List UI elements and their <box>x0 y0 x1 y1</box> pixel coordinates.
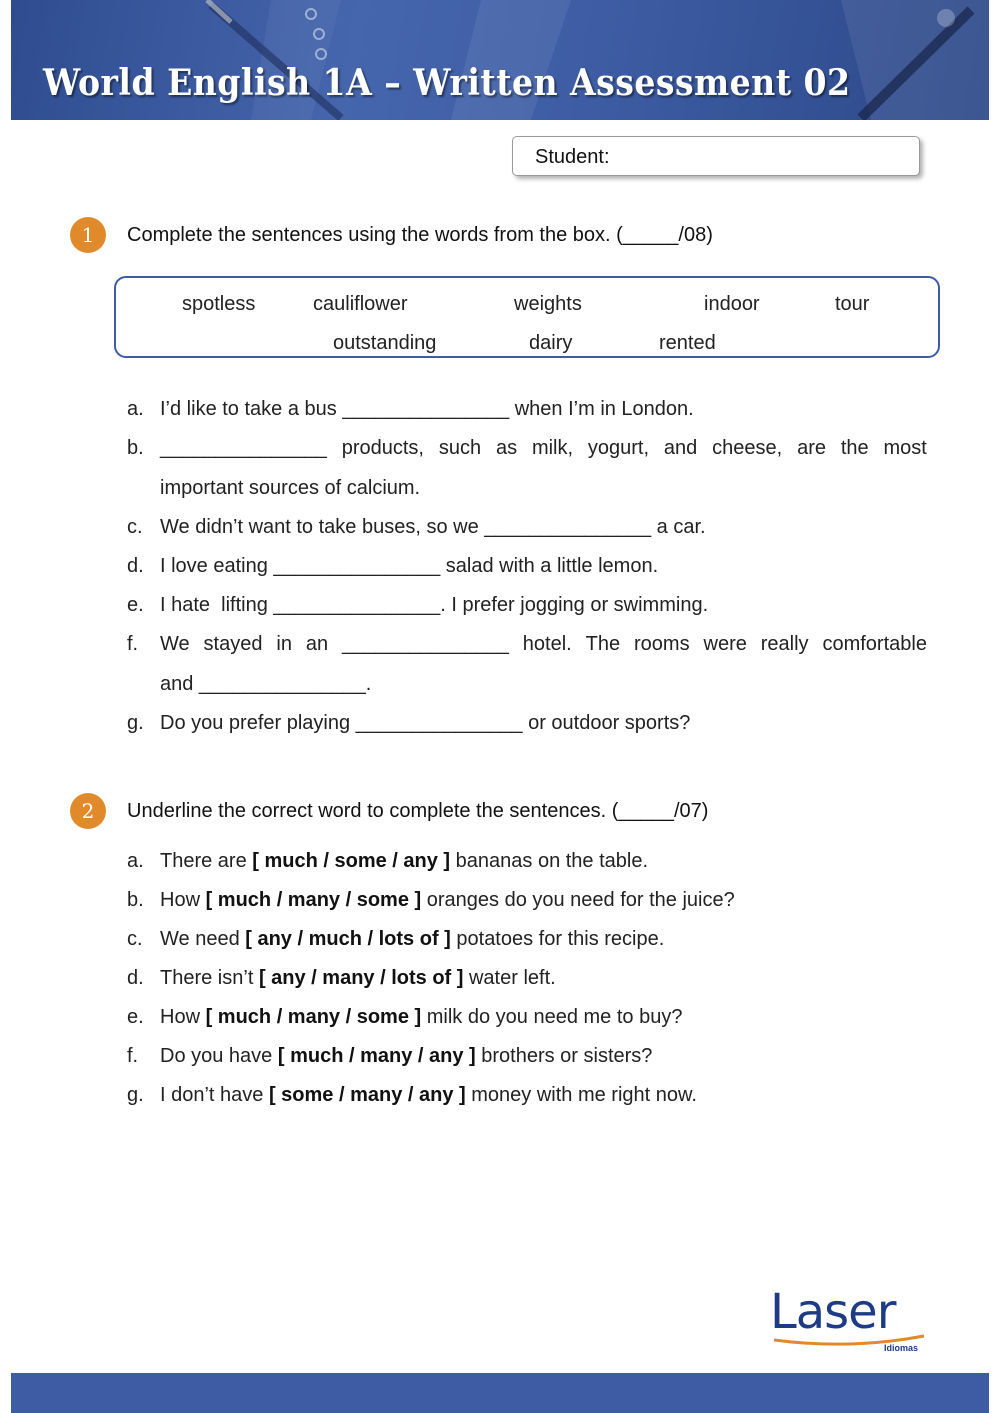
item-word: products, <box>341 437 424 459</box>
item-text: I hate lifting _______________. I prefer jogging or swimming. <box>160 594 709 616</box>
section-2-instruction: Underline the correct word to complete the sentences. (_____/07) <box>127 800 709 822</box>
word-options[interactable]: [ some / many / any ] <box>268 1084 466 1106</box>
item-text: important sources of calcium. <box>160 477 421 499</box>
item-pre: There are <box>160 850 253 872</box>
item-post: potatoes for this recipe. <box>450 928 665 950</box>
item-text <box>160 1006 682 1029</box>
item-letter: g. <box>127 1084 144 1106</box>
item-letter: b. <box>127 889 144 911</box>
item-word: and <box>663 437 698 459</box>
word-options[interactable]: [ much / many / some ] <box>205 1006 422 1028</box>
item-word: most <box>883 437 927 459</box>
word-options[interactable]: [ much / many / some ] <box>205 889 422 911</box>
item-text <box>160 1084 697 1107</box>
item-post: bananas on the table. <box>450 850 649 872</box>
word-bank-word: dairy <box>529 332 573 354</box>
item-pre: I don’t have <box>160 1084 269 1106</box>
word-bank-word: weights <box>514 293 582 315</box>
item-post: brothers or sisters? <box>475 1045 653 1067</box>
word-bank-word: outstanding <box>333 332 437 354</box>
item-text <box>160 928 664 951</box>
student-name-field[interactable] <box>512 136 920 176</box>
word-options[interactable]: [ much / many / any ] <box>277 1045 476 1067</box>
item-letter: e. <box>127 1006 144 1028</box>
item-word: really <box>760 633 809 655</box>
word-bank-word: tour <box>835 293 870 315</box>
item-letter: b. <box>127 437 144 459</box>
item-text <box>160 967 556 990</box>
footer-bar <box>11 1373 989 1413</box>
item-post: water left. <box>463 967 556 989</box>
item-text: I’d like to take a bus _______________ when I’m in London. <box>160 398 694 420</box>
student-label: Student: <box>535 146 610 168</box>
word-options[interactable]: [ any / many / lots of ] <box>258 967 464 989</box>
item-word: We <box>160 633 190 655</box>
laser-logo <box>770 1284 930 1354</box>
item-word: stayed <box>203 633 263 655</box>
item-text <box>160 1045 652 1068</box>
item-letter: c. <box>127 516 143 538</box>
header-banner <box>11 0 989 120</box>
item-pre: We need <box>160 928 246 950</box>
item-post: milk do you need me to buy? <box>421 1006 683 1028</box>
section-1-number-badge: 1 <box>70 217 106 253</box>
item-text: We didn’t want to take buses, so we _______________ a car. <box>160 516 706 538</box>
word-bank-box <box>114 276 940 358</box>
item-word: an <box>305 633 329 655</box>
item-word: _______________ <box>342 633 509 655</box>
item-text <box>160 850 648 873</box>
word-options[interactable]: [ any / much / lots of ] <box>245 928 451 950</box>
item-word: yogurt, <box>587 437 650 459</box>
word-bank-word: cauliflower <box>313 293 408 315</box>
word-bank-word: rented <box>659 332 716 354</box>
item-word: such <box>438 437 482 459</box>
item-word: cheese, <box>712 437 783 459</box>
item-letter: g. <box>127 712 144 734</box>
item-letter: f. <box>127 633 139 655</box>
item-letter: a. <box>127 850 144 872</box>
item-word: hotel. <box>522 633 572 655</box>
item-text <box>160 889 735 912</box>
item-word: _______________ <box>160 437 327 459</box>
logo-subtext: Idiomas <box>884 1343 919 1353</box>
logo-wordmark: Laser <box>770 1284 896 1340</box>
item-letter: c. <box>127 928 143 950</box>
page-title: World English 1A – Written Assessment 02 <box>43 62 851 104</box>
word-bank-word: indoor <box>704 293 760 315</box>
item-text <box>160 633 927 656</box>
item-letter: e. <box>127 594 144 616</box>
item-letter: f. <box>127 1045 139 1067</box>
item-letter: a. <box>127 398 144 420</box>
item-word: the <box>840 437 869 459</box>
item-letter: d. <box>127 555 144 577</box>
item-pre: How <box>160 1006 206 1028</box>
item-word: rooms <box>634 633 690 655</box>
item-text <box>160 437 927 460</box>
item-word: milk, <box>531 437 574 459</box>
word-bank-word: spotless <box>182 293 256 315</box>
item-letter: d. <box>127 967 144 989</box>
item-word: as <box>495 437 518 459</box>
item-word: in <box>276 633 292 655</box>
item-text: I love eating _______________ salad with a little lemon. <box>160 555 659 577</box>
item-word: comfortable <box>822 633 927 655</box>
item-pre: There isn’t <box>160 967 259 989</box>
section-1-instruction: Complete the sentences using the words from the box. (_____/08) <box>127 224 713 246</box>
item-text: Do you prefer playing _______________ or outdoor sports? <box>160 712 691 734</box>
item-pre: Do you have <box>160 1045 278 1067</box>
item-word: were <box>703 633 747 655</box>
item-pre: How <box>160 889 206 911</box>
item-post: oranges do you need for the juice? <box>421 889 735 911</box>
item-text: and _______________. <box>160 673 372 695</box>
item-word: are <box>797 437 826 459</box>
item-word: The <box>585 633 621 655</box>
word-options[interactable]: [ much / some / any ] <box>252 850 451 872</box>
section-2-number-badge: 2 <box>70 793 106 829</box>
item-post: money with me right now. <box>465 1084 697 1106</box>
